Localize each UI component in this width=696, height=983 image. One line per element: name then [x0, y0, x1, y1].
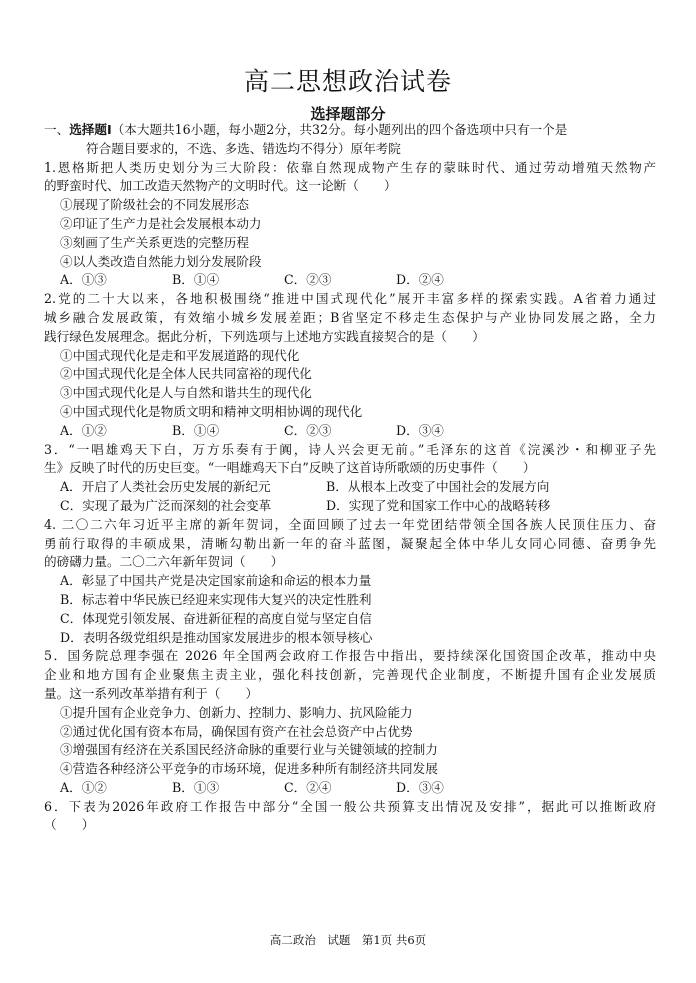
- question-5: [44, 647, 656, 797]
- question-stem-line: 2.党的二十大以来，各地积极围绕“推进中国式现代化”展开丰富多样的探索实践。A省着力通过: [44, 291, 656, 307]
- option-d[interactable]: D．表明各级党组织是推动国家发展进步的根本领导核心: [60, 629, 373, 645]
- option-b[interactable]: B．①④: [172, 272, 220, 288]
- question-2: [44, 290, 656, 440]
- option-d[interactable]: D．③④: [396, 422, 444, 438]
- section-prefix: 一、: [44, 122, 70, 137]
- question-stem-line: 企业和地方国有企业聚焦主责主业，强化科技创新，完善现代企业制度，不断提升国有企业发展质: [44, 667, 656, 683]
- page-title: 高二思想政治试卷: [243, 67, 452, 96]
- question-1: [44, 159, 656, 291]
- question-stem-line: 的野蛮时代、加工改造天然物产的文明时代。这一论断（ ）: [44, 178, 397, 194]
- question-stem-line: 量。这一系列改革举措有利于（ ）: [44, 685, 259, 701]
- statement-item: ②中国式现代化是全体人民共同富裕的现代化: [60, 366, 312, 382]
- statement-item: ③中国式现代化是人与自然和谐共生的现代化: [60, 385, 312, 401]
- option-a[interactable]: A．①②: [60, 422, 107, 438]
- question-4: [44, 516, 656, 648]
- question-stem-line: 勇前行取得的丰硕成果，清晰勾勒出新一年的奋斗蓝图，凝聚起全体中华儿女同心同德、奋勇争先: [44, 535, 656, 551]
- section-heading: 选择题部分: [310, 105, 386, 123]
- section-instructions: [44, 121, 656, 140]
- answer-options: [44, 779, 656, 798]
- question-stem-line: 6．下表为2026年政府工作报告中部分“全国一般公共预算支出情况及安排”，据此可以推断政府: [44, 798, 656, 814]
- option-b[interactable]: B．①③: [172, 779, 220, 795]
- statement-item: ③增强国有经济在关系国民经济命脉的重要行业与关键领域的控制力: [60, 742, 438, 758]
- statement-item: ④以人类改造自然能力划分发展阶段: [60, 253, 262, 269]
- option-c[interactable]: C．②④: [284, 779, 332, 795]
- option-c[interactable]: C．实现了最为广泛而深刻的社会变革: [60, 497, 272, 513]
- statement-item: ①展现了阶级社会的不同发展形态: [60, 197, 249, 213]
- section-rule-line-2: 符合题目要求的，不选、多选、错选均不得分）原年考院: [86, 140, 401, 156]
- option-a[interactable]: A．开启了人类社会历史发展的新纪元: [60, 479, 271, 495]
- option-c[interactable]: C．体现党引领发展、奋进新征程的高度自觉与坚定自信: [60, 610, 372, 626]
- statement-item: ①提升国有企业竞争力、创新力、控制力、影响力、抗风险能力: [60, 704, 413, 720]
- question-stem-line: 4. 二〇二六年习近平主席的新年贺词，全面回顾了过去一年党团结带领全国各族人民顶住压力、奋: [44, 516, 656, 532]
- statement-item: ②通过优化国有资本布局，确保国有资产在社会总资产中占优势: [60, 723, 413, 739]
- question-stem-line: 5．国务院总理李强在 2026 年全国两会政府工作报告中指出，要持续深化国资国企改革，推动中央: [44, 648, 656, 664]
- option-c[interactable]: C．②③: [284, 422, 332, 438]
- option-b[interactable]: B．从根本上改变了中国社会的发展方向: [326, 479, 550, 495]
- question-stem-line: 生》反映了时代的历史巨变。“一唱雄鸡天下白”反映了这首诗所歌颂的历史事件（ ）: [44, 460, 536, 476]
- statement-item: ②印证了生产力是社会发展根本动力: [60, 215, 262, 231]
- option-a[interactable]: A．彰显了中国共产党是决定国家前途和命运的根本力量: [60, 573, 372, 589]
- statement-item: ④营造各种经济公平竞争的市场环境，促进多种所有制经济共同发展: [60, 761, 438, 777]
- answer-options: [44, 478, 656, 497]
- exam-content: [44, 121, 656, 835]
- option-d[interactable]: D．③④: [396, 779, 444, 795]
- section-label: 选择题Ⅰ: [69, 122, 112, 137]
- answer-options: [44, 422, 656, 441]
- statement-item: ④中国式现代化是物质文明和精神文明相协调的现代化: [60, 403, 363, 419]
- statement-item: ①中国式现代化是走和平发展道路的现代化: [60, 347, 300, 363]
- option-a[interactable]: A．①③: [60, 272, 107, 288]
- question-stem-line: （ ）: [44, 817, 95, 833]
- option-d[interactable]: D．②④: [396, 272, 444, 288]
- question-3: [44, 441, 656, 516]
- question-6: [44, 798, 656, 836]
- option-a[interactable]: A．①②: [60, 779, 107, 795]
- statement-item: ③刻画了生产关系更迭的完整历程: [60, 234, 249, 250]
- option-d[interactable]: D．实现了党和国家工作中心的战略转移: [326, 497, 551, 513]
- option-c[interactable]: C．②③: [284, 272, 332, 288]
- question-stem-line: 践行绿色发展理念。据此分析，下列选项与上述地方实践直接契合的是（ ）: [44, 328, 485, 344]
- option-b[interactable]: B．①④: [172, 422, 220, 438]
- question-stem-line: 3．“一唱雄鸡天下白，万方乐奏有于阗，诗人兴会更无前。”毛泽东的这首《浣溪沙・和柳亚子先: [44, 441, 656, 457]
- answer-options: [44, 497, 656, 516]
- question-stem-line: 城乡融合发展政策，有效缩小城乡发展差距；B省坚定不移走生态保护与产业协同发展之路，全力: [44, 309, 656, 325]
- question-stem-line: 的磅礴力量。二〇二六年新年贺词（ ）: [44, 554, 284, 570]
- option-b[interactable]: B．标志着中华民族已经迎来实现伟大复兴的决定性胜利: [60, 591, 372, 607]
- answer-options: [44, 271, 656, 290]
- question-stem-line: 1.恩格斯把人类历史划分为三大阶段：依靠自然现成物产生存的蒙昧时代、通过劳动增殖天然物产: [44, 159, 656, 175]
- section-rule-line-1: （本大题共16小题，每小题2分，共32分。每小题列出的四个备选项中只有一个是: [111, 122, 568, 137]
- page-footer: 高二政治 试题 第1页 共6页: [269, 933, 427, 947]
